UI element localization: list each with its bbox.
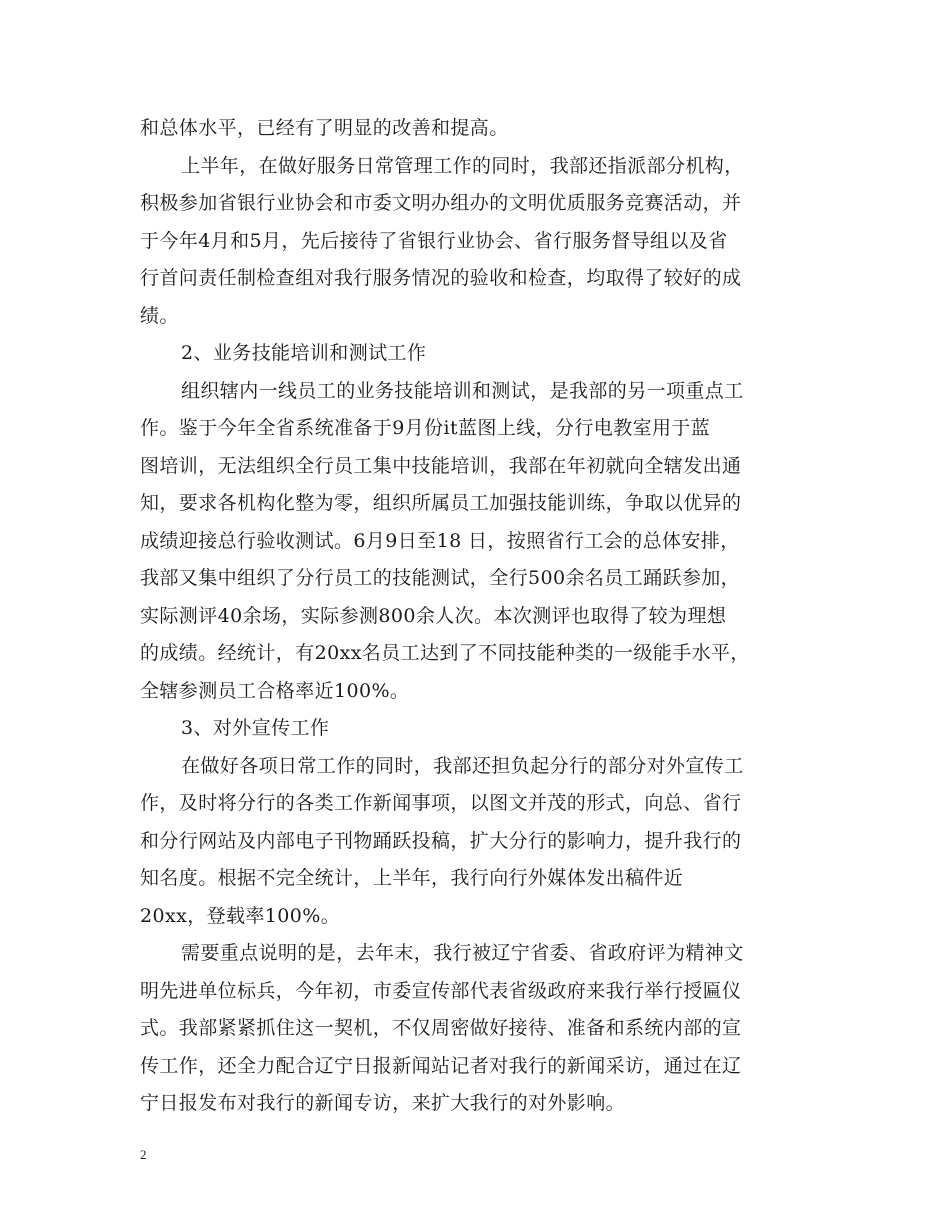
text-line: 和总体水平，已经有了明显的改善和提高。 (140, 117, 509, 139)
text-line: 知，要求各机构化整为零，组织所属员工加强技能训练，争取以优异的 (140, 492, 742, 514)
text-line: 作，及时将分行的各类工作新闻事项，以图文并茂的形式，向总、省行 (140, 792, 742, 814)
text-line: 积极参加省银行业协会和市委文明办组办的文明优质服务竞赛活动，并 (140, 192, 742, 214)
text-line: 绩。 (140, 304, 179, 327)
text-line: 宁日报发布对我行的新闻专访，来扩大我行的对外影响。 (140, 1092, 626, 1114)
text-line: 行首问责任制检查组对我行服务情况的验收和检查，均取得了较好的成 (140, 267, 742, 289)
page-number: 2 (140, 1147, 147, 1162)
text-line: 实际测评40余场，实际参测800余人次。本次测评也取得了较为理想 (140, 604, 727, 627)
text-line: 全辖参测员工合格率近100%。 (140, 679, 410, 702)
paragraph-first-line: 组织辖内一线员工的业务技能培训和测试，是我部的另一项重点工 (181, 379, 744, 402)
text-line: 明先进单位标兵，今年初，市委宣传部代表省级政府来我行举行授匾仪 (140, 979, 742, 1002)
section-heading: 2、业务技能培训和测试工作 (181, 342, 427, 364)
text-line: 20xx，登载率100%。 (140, 904, 341, 927)
paragraph-first-line: 在做好各项日常工作的同时，我部还担负起分行的部分对外宣传工 (181, 754, 744, 777)
text-line: 传工作，还全力配合辽宁日报新闻站记者对我行的新闻采访，通过在辽 (140, 1054, 742, 1077)
text-line: 于今年4月和5月，先后接待了省银行业协会、省行服务督导组以及省 (140, 229, 728, 252)
section-heading: 3、对外宣传工作 (181, 717, 330, 739)
paragraph-first-line: 上半年，在做好服务日常管理工作的同时，我部还指派部分机构， (181, 154, 744, 177)
document-body (140, 110, 830, 1123)
paragraph-first-line: 需要重点说明的是，去年末，我行被辽宁省委、省政府评为精神文 (181, 942, 744, 964)
text-line: 的成绩。经统计，有20xx名员工达到了不同技能种类的一级能手水平， (140, 642, 750, 664)
text-line: 成绩迎接总行验收测试。6月9日至18 日，按照省行工会的总体安排， (140, 529, 740, 552)
text-line: 和分行网站及内部电子刊物踊跃投稿，扩大分行的影响力，提升我行的 (140, 829, 742, 852)
text-line: 式。我部紧紧抓住这一契机，不仅周密做好接待、准备和系统内部的宣 (140, 1017, 742, 1039)
text-line: 作。鉴于今年全省系统准备于9月份it蓝图上线，分行电教室用于蓝 (140, 417, 711, 439)
text-line: 我部又集中组织了分行员工的技能测试，全行500余名员工踊跃参加， (140, 567, 741, 589)
text-line: 知名度。根据不完全统计，上半年，我行向行外媒体发出稿件近 (140, 867, 684, 889)
text-line: 图培训，无法组织全行员工集中技能培训，我部在年初就向全辖发出通 (140, 454, 742, 477)
